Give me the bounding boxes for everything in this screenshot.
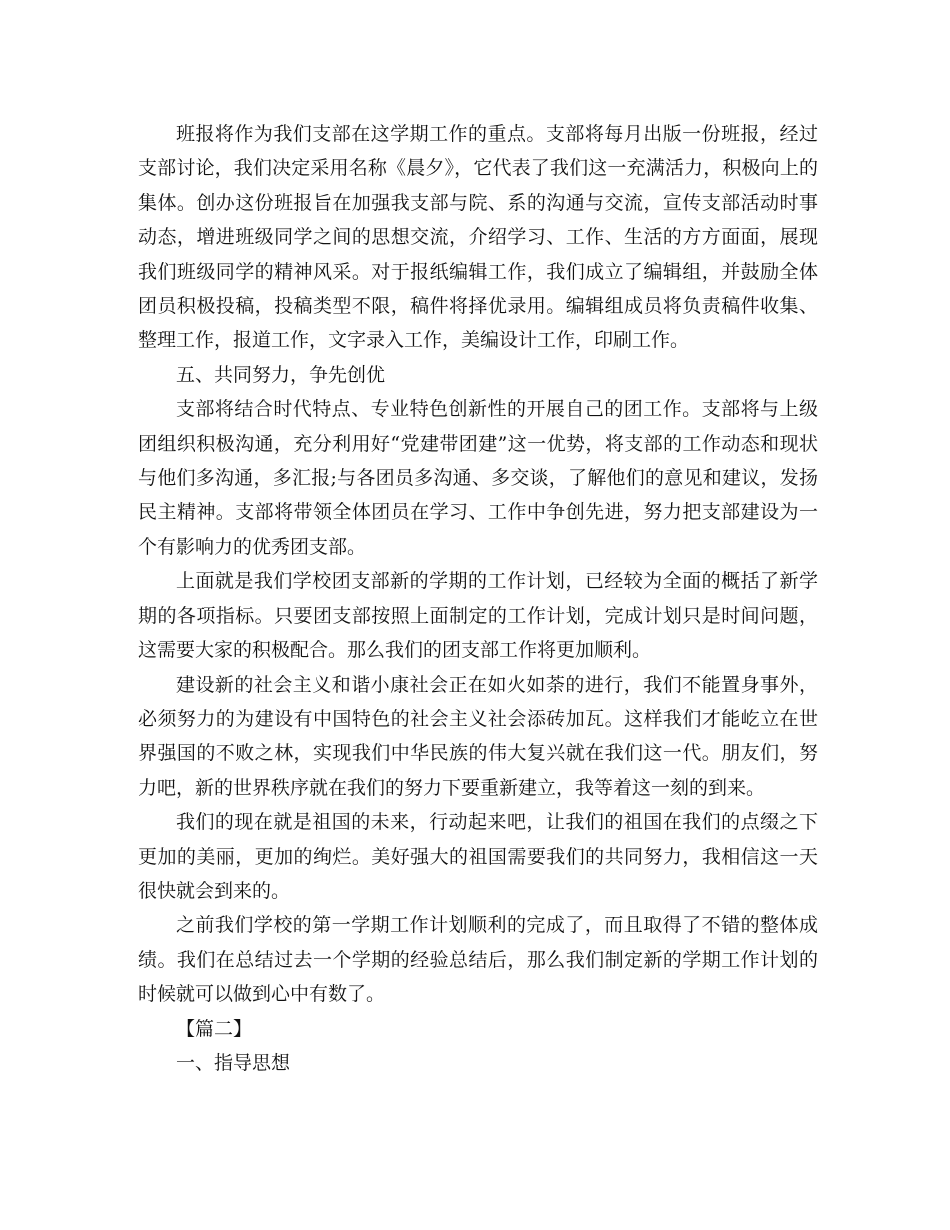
paragraph-summary: 上面就是我们学校团支部新的学期的工作计划，已经较为全面的概括了新学期的各项指标。只要团支部按照上面制定的工作计划，完成计划只是时间问题，这需要大家的积极配合。那么我们的团支部工作将更加顺利。 — [138, 570, 818, 662]
document-body — [138, 117, 818, 1080]
part-two-heading: 【篇二】 — [176, 1017, 253, 1040]
paragraph-class-newspaper: 班报将作为我们支部在这学期工作的重点。支部将每月出版一份班报，经过支部讨论，我们决定采用名称《晨夕》，它代表了我们这一充满活力，积极向上的集体。创办这份班报旨在加强我支部与院、系的沟通与交流，宣传支部活动时事动态，增进班级同学之间的思想交流，介绍学习、工作、生活的方方面面，展现我们班级同学的精神风采。对于报纸编辑工作，我们成立了编辑组，并鼓励全体团员积极投稿，投稿类型不限，稿件将择优录用。编辑组成员将负责稿件收集、整理工作，报道工作，文字录入工作，美编设计工作，印刷工作。 — [138, 123, 818, 352]
paragraph-harmonious-society: 建设新的社会主义和谐小康社会正在如火如荼的进行，我们不能置身事外，必须努力的为建设有中国特色的社会主义社会添砖加瓦。这样我们才能屹立在世界强国的不败之林，实现我们中华民族的伟大复兴就在我们这一代。朋友们，努力吧，新的世界秩序就在我们的努力下要重新建立，我等着这一刻的到来。 — [138, 673, 818, 799]
section-heading-guiding-thought: 一、指导思想 — [176, 1051, 291, 1074]
paragraph-previous-plan: 之前我们学校的第一学期工作计划顺利的完成了，而且取得了不错的整体成绩。我们在总结过去一个学期的经验总结后，那么我们制定新的学期工作计划的时候就可以做到心中有数了。 — [138, 914, 818, 1006]
paragraph-future: 我们的现在就是祖国的未来，行动起来吧，让我们的祖国在我们的点缀之下更加的美丽，更加的绚烂。美好强大的祖国需要我们的共同努力，我相信这一天很快就会到来的。 — [138, 811, 818, 902]
paragraph-innovation: 支部将结合时代特点、专业特色创新性的开展自己的团工作。支部将与上级团组织积极沟通，充分利用好“党建带团建”这一优势，将支部的工作动态和现状与他们多沟通，多汇报;与各团员多沟通、多交谈，了解他们的意见和建议，发扬民主精神。支部将带领全体团员在学习、工作中争创先进，努力把支部建设为一个有影响力的优秀团支部。 — [138, 398, 818, 558]
section-heading-five: 五、共同努力，争先创优 — [176, 363, 386, 386]
